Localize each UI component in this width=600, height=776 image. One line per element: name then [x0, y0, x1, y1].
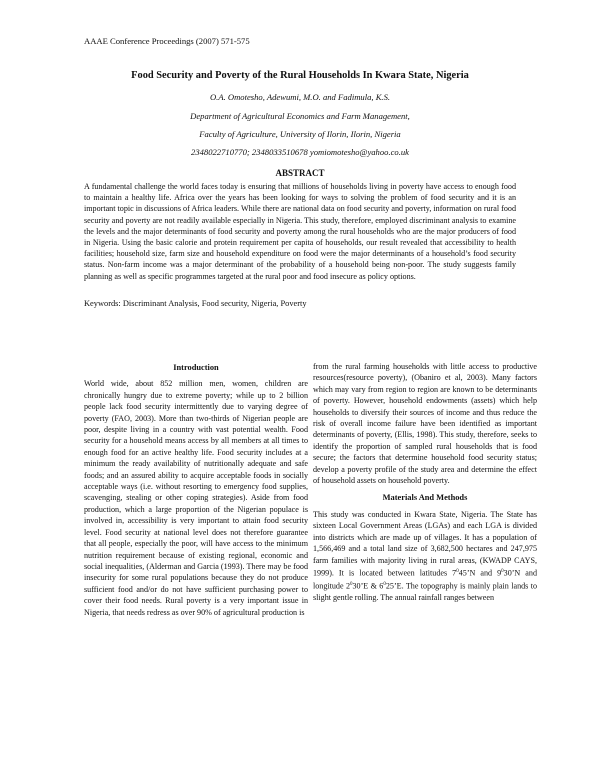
methods-tail: 25’E. The topography is mainly plain lands to slight gentle rolling. The annual rainfall ranges between [313, 581, 537, 603]
keywords: Keywords: Discriminant Analysis, Food security, Nigeria, Poverty [84, 299, 307, 308]
left-column [84, 362, 308, 618]
degree-sup: 0 [501, 568, 504, 574]
introduction-heading: Introduction [173, 363, 219, 372]
abstract-body: A fundamental challenge the world faces today is ensuring that millions of households living in poverty have access to enough food to maintain a healthy life. Africa over the years has been looking for ways to solving the problem of food security and it is an important topic in discussions of Africa leaders. While there are national data on food security and poverty, information on rural food security and poverty are not readily available especially in Nigeria. This study, therefore, employed discriminant analysis to examine the levels and the major determinants of food security and poverty among the rural households who are the major producers of food in Nigeria. Using the basic calorie and protein requirement per capita of households, our result revealed that accessibility to health facilities; household size, farm size and household expenditure on food were the major determinants of a household’s food security status. Non-farm income was a major determinant of the probability of a household being non-poor. The study suggests family planning as well as specific programmes targeted at the rural poor and food insecure as policy options. [84, 182, 516, 281]
degree-sup: 0 [350, 582, 353, 587]
running-header: AAAE Conference Proceedings (2007) 571-575 [84, 36, 250, 46]
abstract-heading: ABSTRACT [275, 168, 325, 178]
right-column [313, 361, 537, 604]
author-contact: 2348022710770; 2348033510678 yomiomotesho@yahoo.co.uk [191, 147, 409, 157]
paper-title: Food Security and Poverty of the Rural Households In Kwara State, Nigeria [131, 70, 469, 81]
author-department: Department of Agricultural Economics and Farm Management, [190, 111, 410, 121]
methods-body [313, 509, 537, 604]
degree-sup: 0 [456, 568, 459, 574]
methods-lon1: 30’E & 6 [352, 581, 384, 591]
methods-text: This study was conducted in Kwara State, Nigeria. The State has sixteen Local Government Areas (LGAs) and each LGA is divided into districts which are made up of villages. It has a population of 1,566,469 and a total land size of 3,682,500 hectares and 247,975 farm families with majority living in rural areas, (KWADP CAYS, 1999). It is located between latitudes 7 [313, 509, 537, 578]
author-list: O.A. Omotesho, Adewumi, M.O. and Fadimula, K.S. [209, 92, 391, 102]
methods-lat2: 30’N and longitude 2 [313, 568, 537, 591]
methods-lat1: 45’N and 9 [458, 568, 502, 578]
introduction-continued: from the rural farming households with little access to productive resources(resource poverty), (Obaniro et al, 2003). Many factors which may vary from region to region are known to be determinants of poverty. However, household endowments (assets) which help households to diversify their sources of income and thus reduce the risk of overall income failure have been identified as important determinants of poverty, (Ellis, 1998). This study, therefore, seeks to identify the proportion of sampled rural households that is food secure; the factors that determine household food security status; develop a poverty profile of the study area and determine the effect of household assets on household poverty. [313, 362, 537, 486]
author-faculty: Faculty of Agriculture, University of Ilorin, Ilorin, Nigeria [199, 129, 401, 139]
degree-sup: 0 [383, 582, 386, 587]
introduction-body: World wide, about 852 million men, women, children are chronically hungry due to extreme poverty; while up to 2 billion people lack food security intermittently due to varying degree of poverty (FAO, 2003). More than two-thirds of Nigerian people are poor, despite living in a country with vast potential wealth. Food security for a household means access by all members at all times to enough food for an active healthy life. Food security includes at a minimum the ready availability of nutritionally adequate and safe foods; and an assured ability to acquire acceptable foods in socially acceptable ways (i.e. without resorting to emergency food supplies, scavenging, stealing or other coping strategies). Aside from food production, which a large proportion of the Nigerian populace is involved in, accessibility is very important to attain food security level. Food security at national level does not therefore guarantee that all people, especially the poor, will have access to the minimum nutrition requirement because of existing regional, economic and social inequalities, (Alderman and Garcia (1993). There may be food insecurity for some rural populations because they do not produce sufficient food and/or do not have sufficient purchasing power to cover their food needs. Rural poverty is a very important issue in Nigeria, that needs redress as over 90% of agricultural production is [84, 379, 308, 617]
methods-heading: Materials And Methods [382, 493, 468, 503]
